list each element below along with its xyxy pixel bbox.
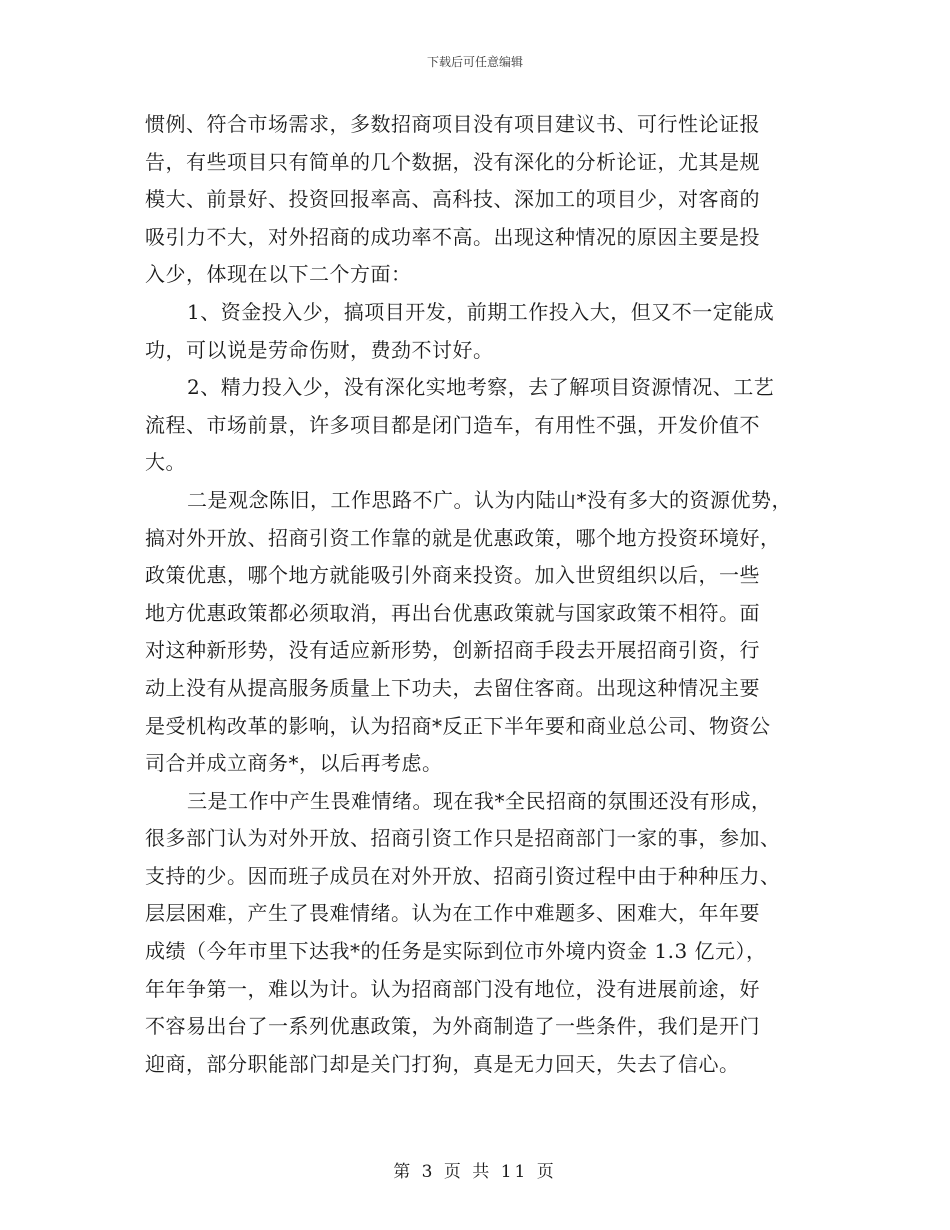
text-line: 大。 <box>145 450 186 475</box>
text-line: 年年争第一，难以为计。认为招商部门没有地位，没有进展前途，好 <box>145 976 760 1001</box>
page-number-footer: 第 3 页 共 11 页 <box>393 1162 557 1182</box>
text-line: 入少，体现在以下二个方面： <box>145 262 412 287</box>
text-line: 功，可以说是劳命伤财，费劲不讨好。 <box>145 337 494 362</box>
text-line: 是受机构改革的影响，认为招商*反正下半年要和商业总公司、物资公 <box>145 713 771 738</box>
text-line: 地方优惠政策都必须取消，再出台优惠政策就与国家政策不相符。面 <box>145 600 760 625</box>
text-line: 流程、市场前景，许多项目都是闭门造车，有用性不强，开发价值不 <box>145 412 760 437</box>
document-body <box>145 106 810 1083</box>
text-line: 告，有些项目只有简单的几个数据，没有深化的分析论证，尤其是规 <box>145 149 760 174</box>
text-line: 惯例、符合市场需求，多数招商项目没有项目建议书、可行性论证报 <box>145 112 760 136</box>
text-line: 支持的少。因而班子成员在对外开放、招商引资过程中由于种种压力、 <box>145 863 781 888</box>
text-line: 动上没有从提高服务质量上下功夫，去留住客商。出现这种情况主要 <box>145 675 760 700</box>
text-line: 三是工作中产生畏难情绪。现在我*全民招商的氛围还没有形成， <box>187 788 772 813</box>
text-line: 2、精力投入少，没有深化实地考察，去了解项目资源情况、工艺 <box>187 375 775 400</box>
text-line: 二是观念陈旧，工作思路不广。认为内陆山*没有多大的资源优势， <box>187 487 792 512</box>
text-line: 层层困难，产生了畏难情绪。认为在工作中难题多、困难大，年年要 <box>145 901 760 926</box>
text-line: 吸引力不大，对外招商的成功率不高。出现这种情况的原因主要是投 <box>145 224 760 249</box>
text-line: 不容易出台了一系列优惠政策，为外商制造了一些条件，我们是开门 <box>145 1014 760 1039</box>
text-line: 政策优惠，哪个地方就能吸引外商来投资。加入世贸组织以后，一些 <box>145 563 760 588</box>
text-line: 很多部门认为对外开放、招商引资工作只是招商部门一家的事，参加、 <box>145 826 781 851</box>
text-line: 对这种新形势，没有适应新形势，创新招商手段去开展招商引资，行 <box>145 638 760 663</box>
text-line: 成绩（今年市里下达我*的任务是实际到位市外境内资金 1.3 亿元）， <box>145 939 767 964</box>
page-header: 下载后可任意编辑 <box>426 55 523 69</box>
text-line: 迎商，部分职能部门却是关门打狗，真是无力回天，失去了信心。 <box>145 1051 740 1076</box>
text-line: 搞对外开放、招商引资工作靠的就是优惠政策，哪个地方投资环境好， <box>145 525 781 550</box>
text-line: 模大、前景好、投资回报率高、高科技、深加工的项目少，对客商的 <box>145 187 760 212</box>
text-line: 司合并成立商务*，以后再考虑。 <box>145 751 443 776</box>
text-line: 1、资金投入少，搞项目开发，前期工作投入大，但又不一定能成 <box>187 299 775 324</box>
